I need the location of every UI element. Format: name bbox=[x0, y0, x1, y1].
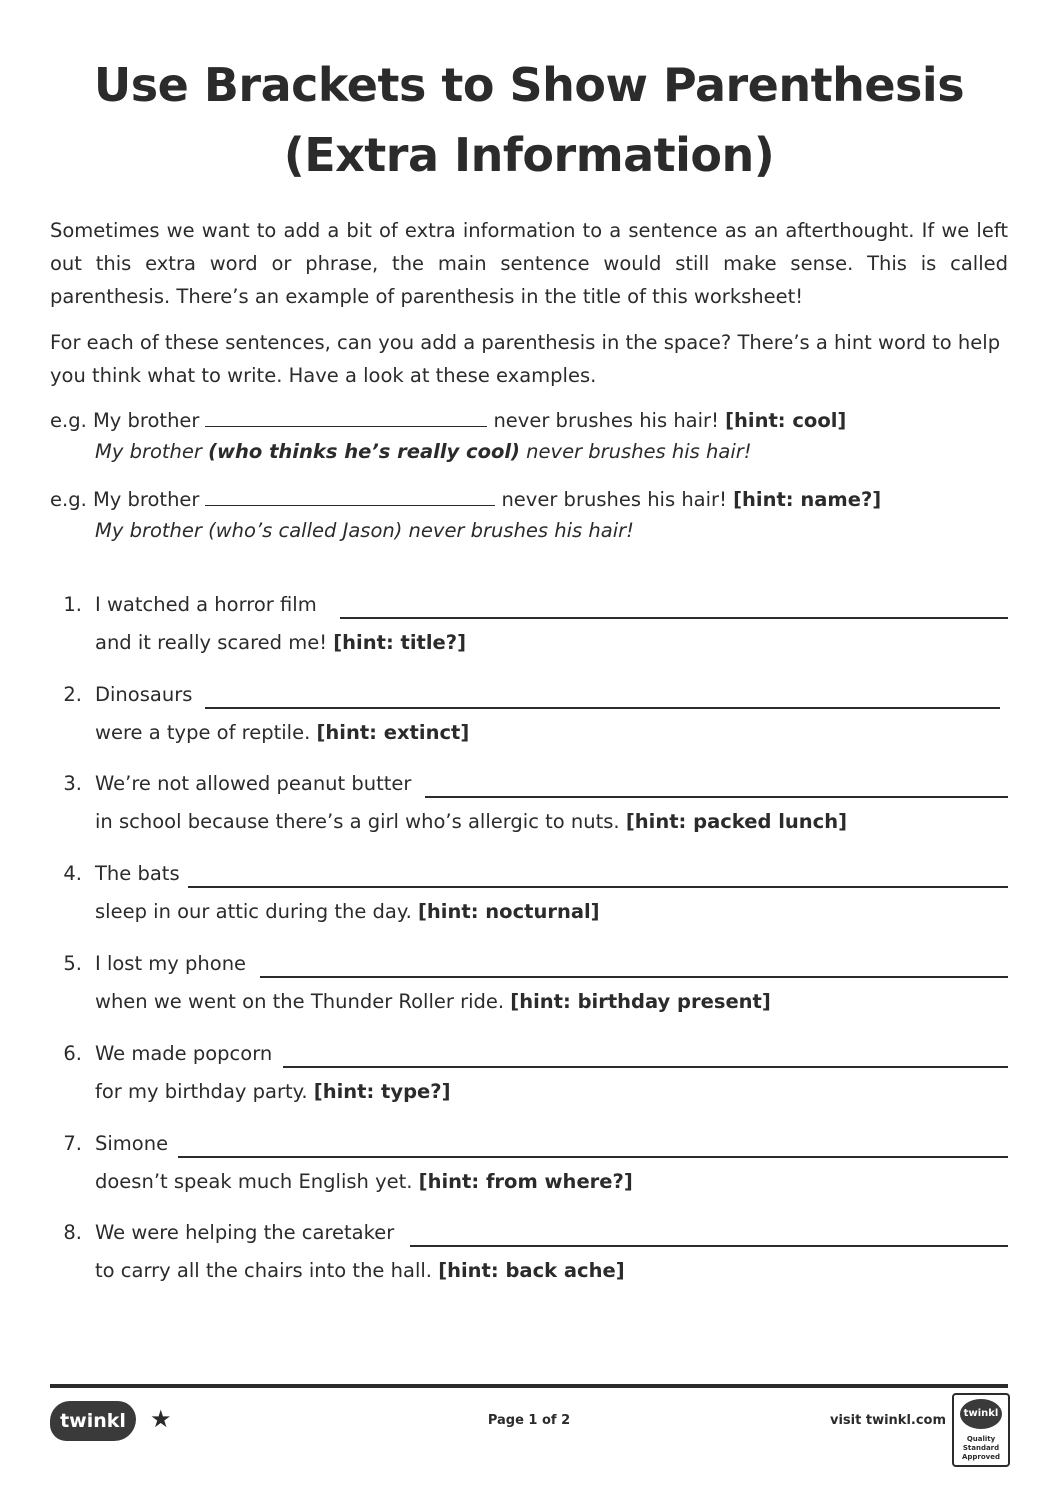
instructions-paragraph: For each of these sentences, can you add a parenthesis in the space? There’s a hint word to help you think what to write. Have a look at these examples. bbox=[50, 331, 1001, 387]
answer-line[interactable] bbox=[188, 886, 1008, 888]
example-1-answer bbox=[95, 440, 752, 463]
question-end-line bbox=[95, 1170, 633, 1193]
question-start: I lost my phone bbox=[95, 952, 247, 975]
question-hint: [hint: extinct] bbox=[316, 721, 470, 744]
question-start: We were helping the caretaker bbox=[95, 1221, 395, 1244]
answer-line[interactable] bbox=[283, 1066, 1008, 1068]
question-end-line bbox=[95, 1080, 451, 1103]
footer-divider bbox=[50, 1384, 1008, 1388]
question-end: and it really scared me! bbox=[95, 631, 328, 654]
question-5 bbox=[0, 952, 1058, 1032]
question-number: 8. bbox=[63, 1221, 82, 1244]
page-subtitle: (Extra Information) bbox=[283, 128, 775, 182]
question-end: when we went on the Thunder Roller ride. bbox=[95, 990, 505, 1013]
answer-line[interactable] bbox=[410, 1245, 1008, 1247]
page-title: Use Brackets to Show Parenthesis bbox=[93, 58, 965, 112]
example-suffix: never brushes his hair! bbox=[501, 488, 727, 511]
question-hint: [hint: packed lunch] bbox=[625, 810, 848, 833]
question-hint: [hint: type?] bbox=[313, 1080, 451, 1103]
example-hint: [hint: cool] bbox=[725, 409, 847, 432]
question-hint: [hint: birthday present] bbox=[510, 990, 771, 1013]
question-4 bbox=[0, 862, 1058, 942]
answer-line[interactable] bbox=[425, 796, 1008, 798]
question-end: doesn’t speak much English yet. bbox=[95, 1170, 413, 1193]
answer-parenthesis: (who thinks he’s really cool) bbox=[208, 440, 520, 463]
question-end: were a type of reptile. bbox=[95, 721, 311, 744]
example-hint: [hint: name?] bbox=[733, 488, 882, 511]
question-end-line bbox=[95, 810, 847, 833]
answer-start: My brother bbox=[95, 440, 209, 463]
example-blank bbox=[205, 487, 495, 506]
question-hint: [hint: title?] bbox=[333, 631, 466, 654]
example-blank bbox=[205, 408, 487, 427]
star-icon: ★ bbox=[150, 1405, 172, 1433]
example-suffix: never brushes his hair! bbox=[493, 409, 719, 432]
question-start: Dinosaurs bbox=[95, 683, 193, 706]
question-number: 6. bbox=[63, 1042, 82, 1065]
question-number: 7. bbox=[63, 1132, 82, 1155]
question-hint: [hint: nocturnal] bbox=[418, 900, 600, 923]
question-end: for my birthday party. bbox=[95, 1080, 308, 1103]
answer-line[interactable] bbox=[260, 976, 1008, 978]
question-end: to carry all the chairs into the hall. bbox=[95, 1259, 432, 1282]
question-number: 4. bbox=[63, 862, 82, 885]
question-8 bbox=[0, 1221, 1058, 1301]
question-end-line bbox=[95, 990, 771, 1013]
example-2-sentence bbox=[50, 487, 881, 511]
example-1-sentence bbox=[50, 408, 846, 432]
question-start: We made popcorn bbox=[95, 1042, 273, 1065]
question-end-line bbox=[95, 900, 600, 923]
question-1 bbox=[0, 593, 1058, 673]
answer-line[interactable] bbox=[178, 1156, 1008, 1158]
question-number: 3. bbox=[63, 772, 82, 795]
question-start: I watched a horror film bbox=[95, 593, 317, 616]
question-hint: [hint: back ache] bbox=[438, 1259, 625, 1282]
example-prefix: e.g. My brother bbox=[50, 488, 200, 511]
intro-paragraph: Sometimes we want to add a bit of extra information to a sentence as an afterthought. If we left out this extra word or phrase, the main sentence would still make sense. This is called parenthesis. There’s an example of parenthesis in the title of this worksheet! bbox=[50, 219, 1008, 308]
example-prefix: e.g. My brother bbox=[50, 409, 200, 432]
question-start: Simone bbox=[95, 1132, 169, 1155]
question-end: in school because there’s a girl who’s allergic to nuts. bbox=[95, 810, 620, 833]
badge-text: Quality Standard Approved bbox=[961, 1435, 1001, 1461]
question-3 bbox=[0, 772, 1058, 852]
question-number: 1. bbox=[63, 593, 82, 616]
answer-line[interactable] bbox=[205, 707, 1000, 709]
answer-line[interactable] bbox=[340, 617, 1008, 619]
badge-logo: twinkl bbox=[960, 1399, 1002, 1429]
question-number: 2. bbox=[63, 683, 82, 706]
quality-badge bbox=[952, 1393, 1010, 1467]
page-number: Page 1 of 2 bbox=[487, 1413, 571, 1428]
answer-text: My brother (who’s called Jason) never brushes his hair! bbox=[95, 519, 634, 542]
question-start: We’re not allowed peanut butter bbox=[95, 772, 412, 795]
question-end-line bbox=[95, 721, 469, 744]
question-end-line bbox=[95, 631, 466, 654]
question-end-line bbox=[95, 1259, 625, 1282]
question-hint: [hint: from where?] bbox=[418, 1170, 633, 1193]
question-2 bbox=[0, 683, 1058, 763]
question-start: The bats bbox=[95, 862, 180, 885]
question-7 bbox=[0, 1132, 1058, 1212]
visit-link[interactable]: visit twinkl.com bbox=[830, 1413, 947, 1428]
twinkl-logo: twinkl bbox=[50, 1401, 136, 1441]
question-number: 5. bbox=[63, 952, 82, 975]
answer-end: never brushes his hair! bbox=[519, 440, 752, 463]
question-end: sleep in our attic during the day. bbox=[95, 900, 412, 923]
example-2-answer bbox=[95, 519, 634, 542]
question-6 bbox=[0, 1042, 1058, 1122]
